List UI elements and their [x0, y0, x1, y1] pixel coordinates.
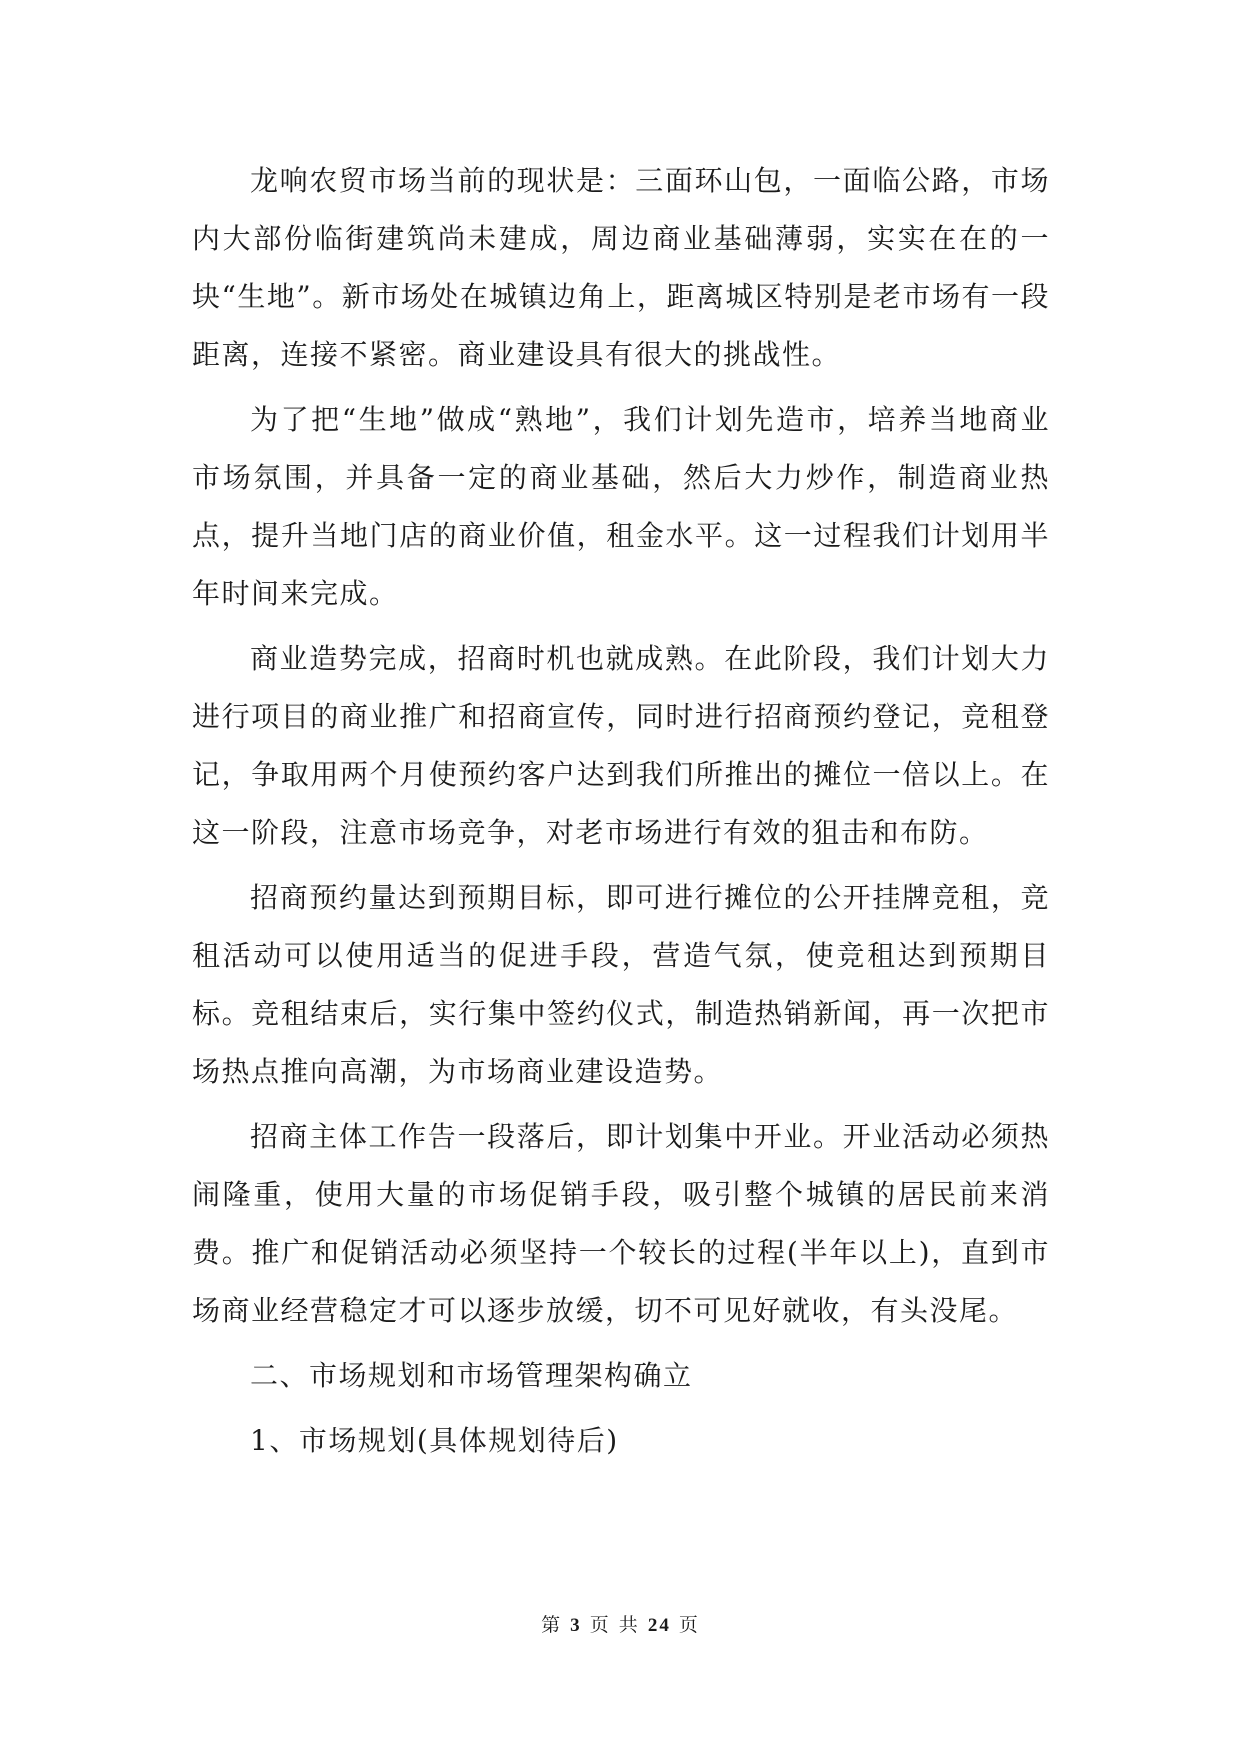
- paragraph-market-building: 为了把“生地”做成“熟地”，我们计划先造市，培养当地商业市场氛围，并具备一定的商业基础，然后大力炒作，制造商业热点，提升当地门店的商业价值，租金水平。这一过程我们计划用半年时间来完成。: [192, 403, 1050, 610]
- total-page-count: 24: [647, 1615, 671, 1636]
- paragraph-investment-promotion: 商业造势完成，招商时机也就成熟。在此阶段，我们计划大力进行项目的商业推广和招商宣传，同时进行招商预约登记，竞租登记，争取用两个月使预约客户达到我们所推出的摊位一倍以上。在这一阶段，注意市场竞争，对老市场进行有效的狙击和布防。: [192, 642, 1050, 849]
- document-body: [192, 152, 1050, 1477]
- subsection-heading-market-plan: 1、市场规划(具体规划待后): [250, 1424, 619, 1457]
- footer-suffix: 页: [678, 1614, 700, 1636]
- footer-middle: 页 共: [589, 1614, 640, 1636]
- footer-prefix: 第: [541, 1614, 563, 1636]
- current-page-number: 3: [570, 1615, 582, 1636]
- section-heading-market-planning: 二、市场规划和市场管理架构确立: [250, 1359, 693, 1392]
- paragraph-grand-opening: 招商主体工作告一段落后，即计划集中开业。开业活动必须热闹隆重，使用大量的市场促销手段，吸引整个城镇的居民前来消费。推广和促销活动必须坚持一个较长的过程(半年以上)，直到市场商业经营稳定才可以逐步放缓，切不可见好就收，有头没尾。: [192, 1120, 1050, 1327]
- paragraph-current-status: 龙响农贸市场当前的现状是：三面环山包，一面临公路，市场内大部份临街建筑尚未建成，周边商业基础薄弱，实实在在的一块“生地”。新市场处在城镇边角上，距离城区特别是老市场有一段距离，连接不紧密。商业建设具有很大的挑战性。: [192, 164, 1050, 371]
- paragraph-stall-bidding: 招商预约量达到预期目标，即可进行摊位的公开挂牌竞租，竞租活动可以使用适当的促进手段，营造气氛，使竞租达到预期目标。竞租结束后，实行集中签约仪式，制造热销新闻，再一次把市场热点推向高潮，为市场商业建设造势。: [192, 881, 1050, 1088]
- page-footer: [0, 1610, 1241, 1637]
